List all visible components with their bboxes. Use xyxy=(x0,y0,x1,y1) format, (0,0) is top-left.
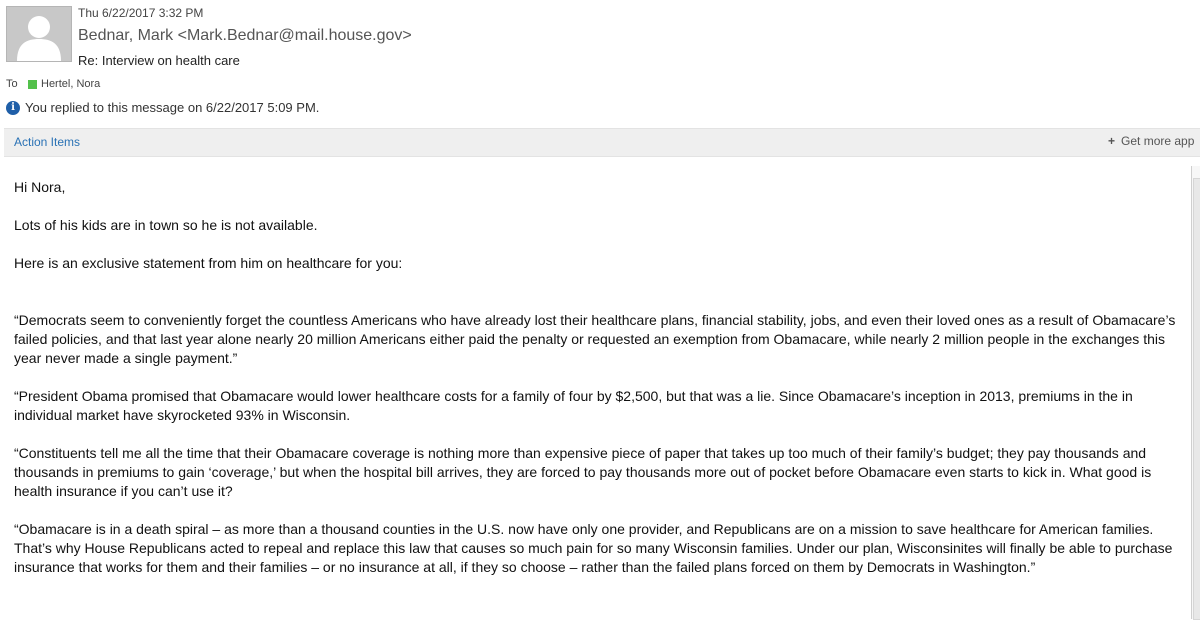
presence-status-icon xyxy=(28,80,37,89)
quote-paragraph: “President Obama promised that Obamacare would lower healthcare costs for a family of four by $2,500, but that was a lie. Since Obamacare’s inception in 2013, premiums in the in individual market have skyrocketed 93% in Wisconsin. xyxy=(14,388,1133,423)
info-icon: i xyxy=(6,101,20,115)
get-more-apps-button[interactable] xyxy=(1108,134,1194,148)
person-silhouette-icon xyxy=(7,7,71,61)
sent-date: Thu 6/22/2017 3:32 PM xyxy=(78,6,204,20)
reply-info-bar[interactable] xyxy=(6,100,319,115)
action-bar xyxy=(4,128,1200,157)
vertical-scrollbar[interactable] xyxy=(1191,166,1200,619)
reply-notice: You replied to this message on 6/22/2017 5:09 PM. xyxy=(25,100,320,115)
email-subject: Re: Interview on health care xyxy=(78,53,240,68)
action-items-link[interactable]: Action Items xyxy=(14,135,81,149)
quote-paragraph: “Constituents tell me all the time that their Obamacare coverage is nothing more than expensive piece of paper that takes up too much of their family’s budget; they pay thousands and thousands in premiums to gain ‘coverage,’ but when the hospital bill arrives, they are forced to pay thousands more out of pocket before Obamacare even starts to kick in. What good is health insurance if you can’t use it? xyxy=(14,445,1152,499)
body-line: Lots of his kids are in town so he is not available. xyxy=(14,217,318,233)
quote-paragraph: “Obamacare is in a death spiral – as more than a thousand counties in the U.S. now have only one provider, and Republicans are on a mission to save healthcare for American families. That’s why House Republicans acted to repeal and replace this law that causes so much pain for so many Wisconsin families. Under our plan, Wisconsinites will finally be able to purchase insurance that works for them and their families – or no insurance at all, if they so choose – rather than the failed plans forced on them by Democrats in Washington.” xyxy=(14,521,1173,575)
plus-icon: + xyxy=(1108,134,1116,148)
body-line: Here is an exclusive statement from him on healthcare for you: xyxy=(14,255,403,271)
sender-name[interactable]: Bednar, Mark <Mark.Bednar@mail.house.gov> xyxy=(78,27,412,44)
quote-paragraph: “Democrats seem to conveniently forget the countless Americans who have already lost their healthcare plans, financial stability, jobs, and even their loved ones as a result of Obamacare’s failed policies, and that last year alone nearly 20 million Americans either paid the penalty or requested an exemption from Obamacare, while nearly 2 million people in the exchanges this year never made a single payment.” xyxy=(14,312,1176,366)
get-more-label: Get more app xyxy=(1121,134,1195,148)
to-label: To xyxy=(6,78,18,90)
greeting: Hi Nora, xyxy=(14,179,66,195)
message-body xyxy=(14,178,1186,596)
recipient-name[interactable]: Hertel, Nora xyxy=(41,78,101,90)
recipients-row xyxy=(6,78,100,90)
scrollbar-thumb[interactable] xyxy=(1193,178,1200,620)
sender-avatar[interactable] xyxy=(6,6,72,62)
